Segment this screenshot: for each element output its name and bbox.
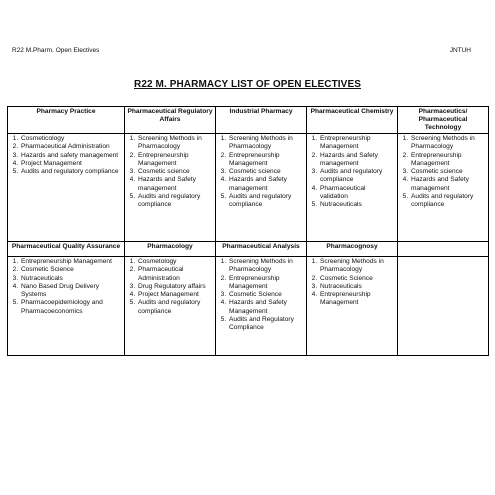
list-item: 5. Audits and Regulatory Compliance <box>228 316 304 333</box>
list-item: 5. Nutraceuticals <box>319 201 395 209</box>
column-heading: Pharmacy Practice <box>8 107 125 134</box>
list-item: 3. Audits and regulatory compliance <box>319 168 395 185</box>
list-item: 2. Pharmaceutical Administration <box>20 143 122 151</box>
list-item: 2. Cosmetic Science <box>319 275 395 283</box>
list-item: 3. Cosmetic science <box>410 168 486 176</box>
empty-cell <box>398 257 489 356</box>
list-item: 2. Cosmetic Science <box>20 266 122 274</box>
list-item: 4. Entrepreneurship Management <box>319 291 395 308</box>
table-header-row <box>8 107 489 134</box>
list-item: 1. Screening Methods in Pharmacology <box>228 135 304 152</box>
list-item: 2. Entrepreneurship Management <box>137 152 213 169</box>
list-item: 2. Entrepreneurship Management <box>228 152 304 169</box>
column-heading: Pharmacognosy <box>307 242 398 257</box>
list-item: 3. Hazards and safety management <box>20 152 122 160</box>
page-title: R22 M. PHARMACY LIST OF OPEN ELECTIVES <box>134 79 361 90</box>
list-item: 3. Nutraceuticals <box>20 275 122 283</box>
elective-cell <box>125 257 216 356</box>
list-item: 3. Drug Regulatory affairs <box>137 283 213 291</box>
list-item: 1. Screening Methods in Pharmacology <box>137 135 213 152</box>
list-item: 4. Pharmaceutical validation <box>319 185 395 202</box>
table-row <box>8 257 489 356</box>
elective-list <box>218 135 304 210</box>
list-item: 1. Entrepreneurship Management <box>20 258 122 266</box>
elective-list <box>218 258 304 333</box>
elective-list <box>10 135 122 176</box>
elective-list <box>309 258 395 308</box>
list-item: 5. Audits and regulatory compliance <box>228 193 304 210</box>
elective-cell <box>8 134 125 242</box>
column-heading: Pharmaceutical Analysis <box>216 242 307 257</box>
elective-cell <box>307 257 398 356</box>
elective-cell <box>125 134 216 242</box>
list-item: 1. Entrepreneurship Management <box>319 135 395 152</box>
column-heading: Pharmaceutical Regulatory Affairs <box>125 107 216 134</box>
list-item: 5. Audits and regulatory compliance <box>20 168 122 176</box>
list-item: 2. Hazards and Safety management <box>319 152 395 169</box>
document-header-left: R22 M.Pharm. Open Electives <box>12 47 100 54</box>
list-item: 2. Pharmaceutical Administration <box>137 266 213 283</box>
elective-list <box>127 135 213 210</box>
list-item: 1. Cosmetology <box>137 258 213 266</box>
list-item: 5. Audits and regulatory compliance <box>410 193 486 210</box>
column-heading: Pharmaceutical Quality Assurance <box>8 242 125 257</box>
document-header-right: JNTUH <box>449 47 471 54</box>
elective-cell <box>216 134 307 242</box>
list-item: 5. Audits and regulatory compliance <box>137 193 213 210</box>
elective-list <box>309 135 395 210</box>
list-item: 3. Cosmetic science <box>228 168 304 176</box>
table-row <box>8 134 489 242</box>
column-heading: Pharmaceutics/ Pharmaceutical Technology <box>398 107 489 134</box>
elective-cell <box>398 134 489 242</box>
list-item: 4. Nano Based Drug Delivery Systems <box>20 283 122 300</box>
list-item: 1. Screening Methods in Pharmacology <box>319 258 395 275</box>
column-heading: Pharmaceutical Chemistry <box>307 107 398 134</box>
electives-table <box>7 106 489 356</box>
list-item: 4. Hazards and Safety Management <box>228 299 304 316</box>
list-item: 1. Cosmeticology <box>20 135 122 143</box>
list-item: 4. Hazards and Safety management <box>410 176 486 193</box>
elective-cell <box>307 134 398 242</box>
list-item: 3. Nutraceuticals <box>319 283 395 291</box>
list-item: 1. Screening Methods in Pharmacology <box>228 258 304 275</box>
list-item: 4. Hazards and Safety management <box>228 176 304 193</box>
elective-cell <box>216 257 307 356</box>
list-item: 4. Project Management <box>137 291 213 299</box>
elective-list <box>400 135 486 210</box>
list-item: 3. Cosmetic science <box>137 168 213 176</box>
list-item: 5. Pharmacoepidemiology and Pharmacoeconomics <box>20 299 122 316</box>
list-item: 3. Cosmetic Science <box>228 291 304 299</box>
column-heading: Industrial Pharmacy <box>216 107 307 134</box>
list-item: 2. Entrepreneurship Management <box>410 152 486 169</box>
list-item: 4. Project Management <box>20 160 122 168</box>
list-item: 1. Screening Methods in Pharmacology <box>410 135 486 152</box>
elective-cell <box>8 257 125 356</box>
elective-list <box>10 258 122 316</box>
table-header-row <box>8 242 489 257</box>
list-item: 5. Audits and regulatory compliance <box>137 299 213 316</box>
column-heading <box>398 242 489 257</box>
list-item: 4. Hazards and Safety management <box>137 176 213 193</box>
list-item: 2. Entrepreneurship Management <box>228 275 304 292</box>
column-heading: Pharmacology <box>125 242 216 257</box>
elective-list <box>127 258 213 316</box>
